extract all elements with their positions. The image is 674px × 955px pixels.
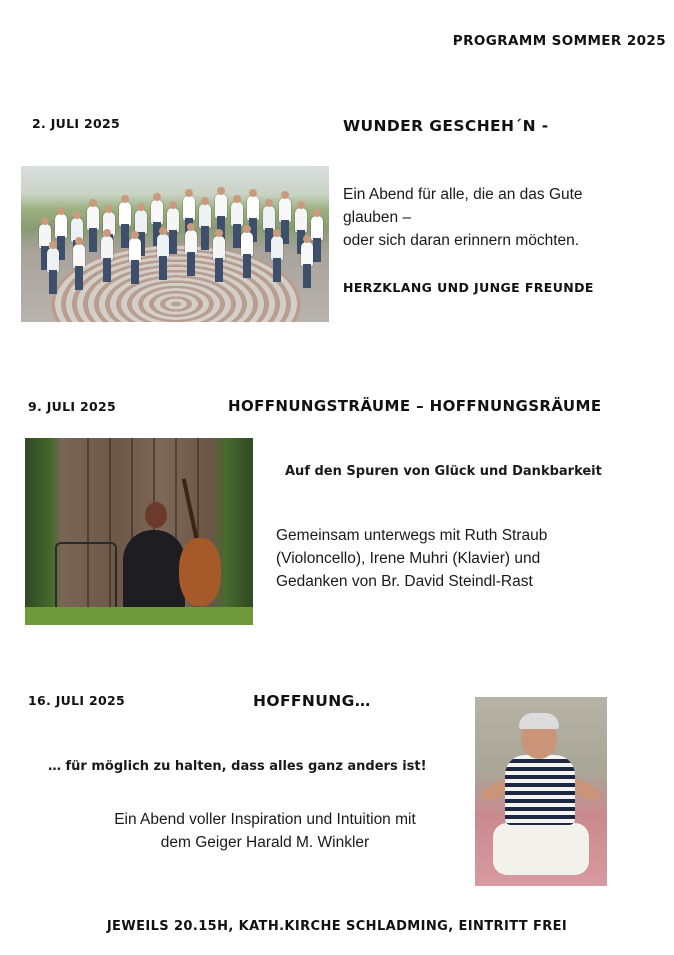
event-2-date: 9. JULI 2025 <box>28 399 116 414</box>
choir-member-figure <box>151 200 163 224</box>
event-1-text-line: oder sich daran erinnern möchten. <box>343 232 580 249</box>
choir-member-figure <box>215 194 227 218</box>
event-2-title: HOFFNUNGSTRÄUME – HOFFNUNGSRÄUME <box>228 397 602 415</box>
event-2-subtitle: Auf den Spuren von Glück und Dankbarkeit <box>285 464 602 479</box>
choir-member-figure <box>119 202 131 226</box>
choir-member-figure <box>231 202 243 226</box>
event-3-title: HOFFNUNG… <box>253 692 371 710</box>
choir-member-figure <box>247 196 259 220</box>
choir-member-figure <box>129 238 141 262</box>
choir-member-figure <box>157 234 169 258</box>
event-2-text-line: Gemeinsam unterwegs mit Ruth Straub <box>276 527 548 544</box>
event-2-text-line: Gedanken von Br. David Steindl-Rast <box>276 573 533 590</box>
event-2-text-line: (Violoncello), Irene Muhri (Klavier) und <box>276 550 541 567</box>
event-3-text-line: Ein Abend voller Inspiration und Intuition mit <box>114 811 416 828</box>
choir-member-figure <box>263 206 275 230</box>
event-3-text-line: dem Geiger Harald M. Winkler <box>160 834 370 851</box>
event-1-title: WUNDER GESCHEH´N - <box>343 117 549 135</box>
footer-info: JEWEILS 20.15H, KATH.KIRCHE SCHLADMING, EINTRITT FREI <box>106 919 568 934</box>
event-3-date: 16. JULI 2025 <box>28 693 125 708</box>
event-2-description <box>276 524 656 593</box>
choir-member-figure <box>301 242 313 266</box>
choir-member-figure <box>213 236 225 260</box>
choir-photo <box>21 166 329 322</box>
choir-member-figure <box>73 244 85 268</box>
choir-member-figure <box>241 232 253 256</box>
choir-member-figure <box>135 210 147 234</box>
choir-member-figure <box>271 236 283 260</box>
event-1-description <box>343 183 643 252</box>
choir-member-figure <box>167 208 179 232</box>
event-3-description <box>60 808 470 854</box>
violinist-photo <box>475 697 607 886</box>
choir-member-figure <box>311 216 323 240</box>
choir-member-figure <box>185 230 197 254</box>
choir-member-figure <box>87 206 99 230</box>
event-1-date: 2. JULI 2025 <box>32 116 120 131</box>
program-title: PROGRAMM SOMMER 2025 <box>452 33 666 49</box>
choir-member-figure <box>55 214 67 238</box>
choir-member-figure <box>101 236 113 260</box>
event-1-performers: HERZKLANG UND JUNGE FREUNDE <box>343 280 594 295</box>
cellist-photo <box>25 438 253 625</box>
choir-member-figure <box>183 196 195 220</box>
event-1-text-line: Ein Abend für alle, die an das Gute <box>343 186 583 203</box>
choir-member-figure <box>295 208 307 232</box>
choir-member-figure <box>47 248 59 272</box>
event-3-subtitle: … für möglich zu halten, dass alles ganz anders ist! <box>48 759 427 774</box>
choir-member-figure <box>199 204 211 228</box>
event-1-text-line: glauben – <box>343 209 412 226</box>
choir-member-figure <box>279 198 291 222</box>
